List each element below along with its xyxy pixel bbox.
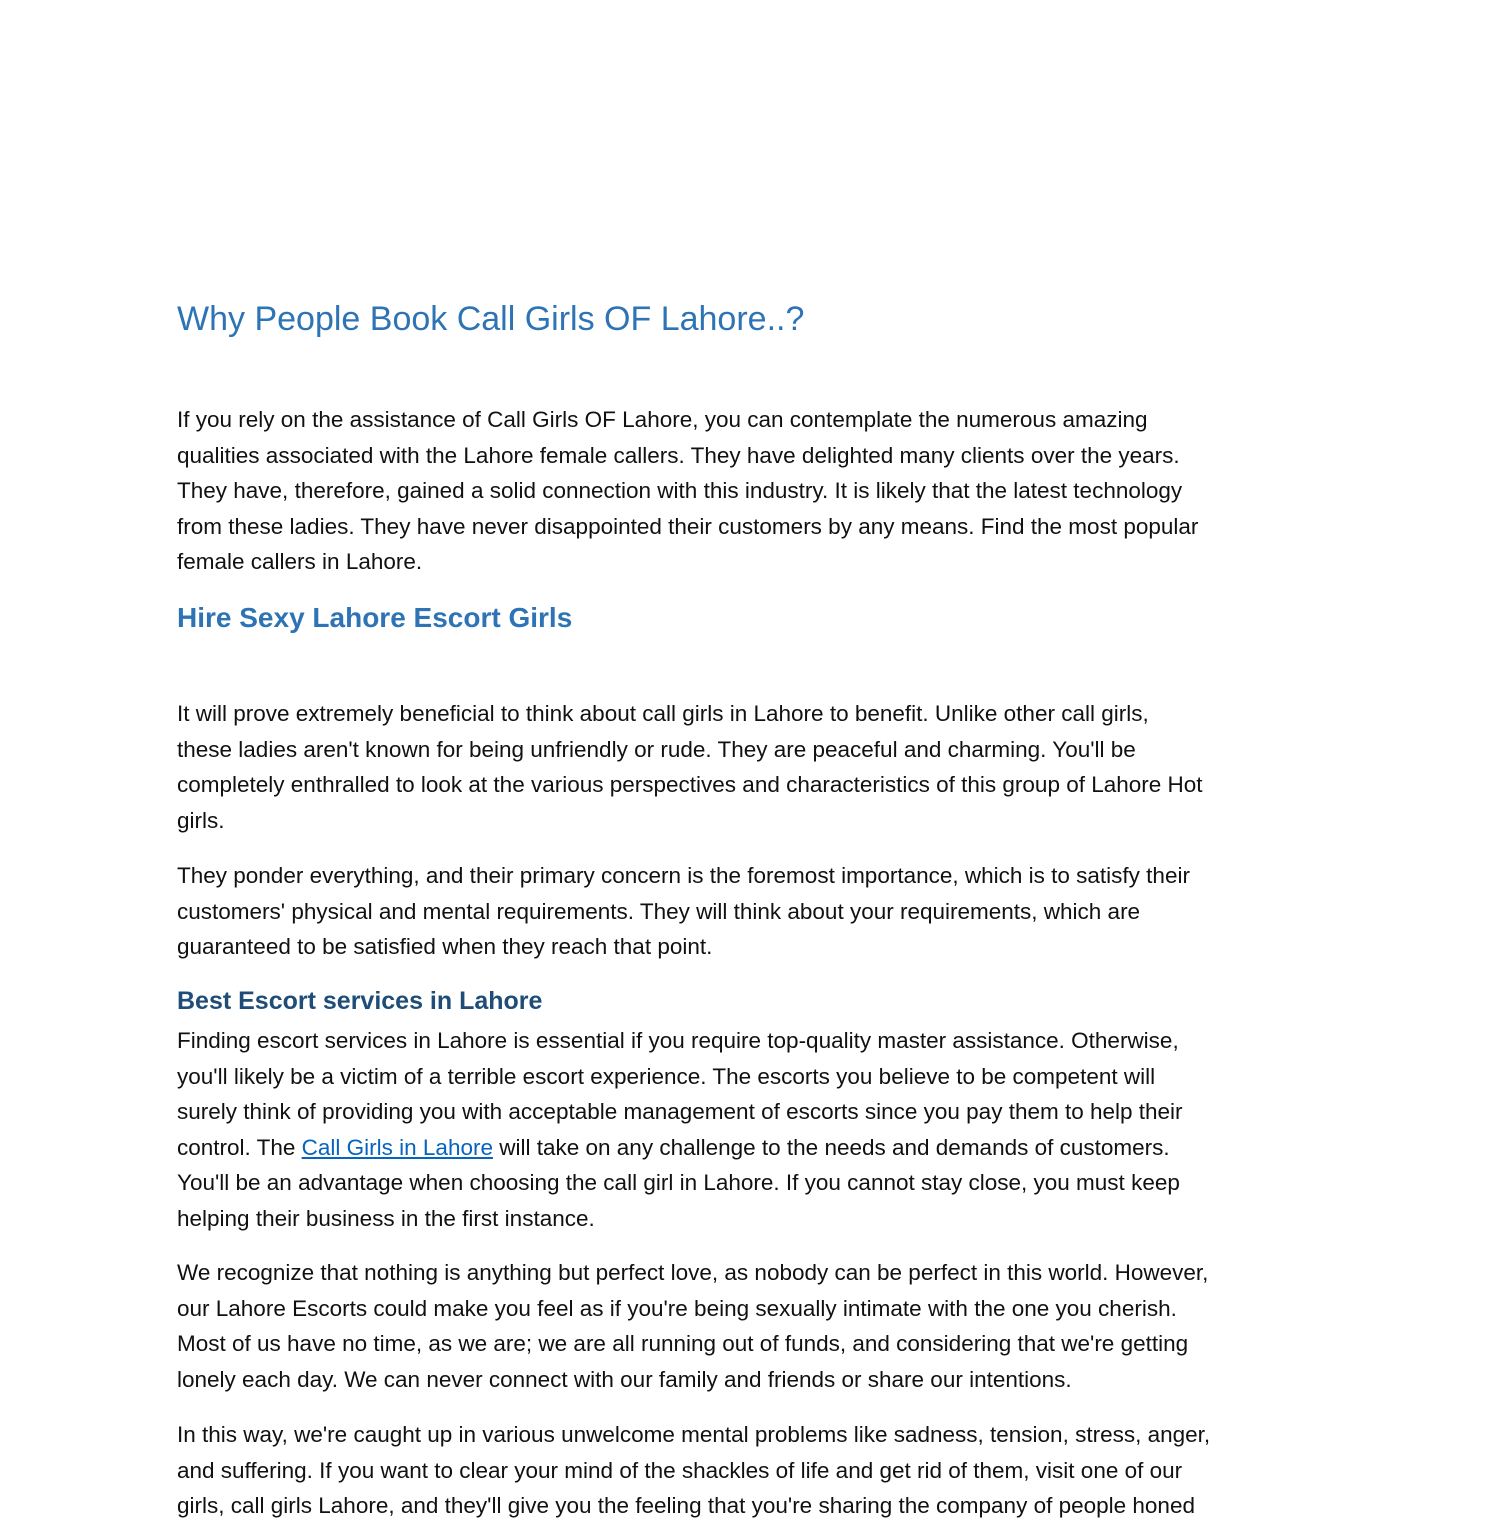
text-line: qualities associated with the Lahore female callers. They have delighted many clients over the years. xyxy=(177,442,1180,468)
text-line: guaranteed to be satisfied when they reach that point. xyxy=(177,934,713,959)
text-line: and suffering. If you want to clear your mind of the shackles of life and get rid of them, visit one of our xyxy=(177,1457,1183,1483)
text-line: We recognize that nothing is anything but perfect love, as nobody can be perfect in this world. However, xyxy=(177,1260,1209,1285)
text-line: They have, therefore, gained a solid connection with this industry. It is likely that the latest technology xyxy=(177,478,1183,503)
paragraph-love xyxy=(177,1255,1337,1397)
text-line: from these ladies. They have never disappointed their customers by any means. Find the most popular xyxy=(177,513,1199,539)
text-line: They ponder everything, and their primary concern is the foremost importance, which is to satisfy their xyxy=(177,863,1190,888)
text-line: these ladies aren't known for being unfriendly or rude. They are peaceful and charming. You'll be xyxy=(177,736,1136,762)
text-line: girls, call girls Lahore, and they'll give you the feeling that you're sharing the company of people honed xyxy=(177,1493,1195,1518)
paragraph-ponder xyxy=(177,858,1337,965)
text-line: surely think of providing you with acceptable management of escorts since you pay them to help their xyxy=(177,1099,1183,1124)
paragraph-benefit xyxy=(177,696,1337,838)
text-line: our Lahore Escorts could make you feel as if you're being sexually intimate with the one you cherish. xyxy=(177,1295,1177,1321)
call-girls-link[interactable]: Call Girls in Lahore xyxy=(301,1134,493,1160)
paragraph-problems xyxy=(177,1417,1337,1524)
section-heading-hire: Hire Sexy Lahore Escort Girls xyxy=(177,602,573,633)
text-line: It will prove extremely beneficial to think about call girls in Lahore to benefit. Unlike other call girls, xyxy=(177,701,1149,726)
paragraph-services xyxy=(177,1023,1337,1236)
text-line: completely enthralled to look at the various perspectives and characteristics of this group of Lahore Hot xyxy=(177,772,1203,797)
text-line: In this way, we're caught up in various unwelcome mental problems like sadness, tension, stress, anger, xyxy=(177,1422,1211,1447)
text-line: female callers in Lahore. xyxy=(177,549,423,574)
text-line: helping their business in the first instance. xyxy=(177,1205,595,1231)
text-segment: control. The xyxy=(177,1134,302,1160)
text-line: Finding escort services in Lahore is essential if you require top-quality master assistance. Otherwise, xyxy=(177,1028,1179,1053)
page-title: Why People Book Call Girls OF Lahore..? xyxy=(177,300,805,338)
text-line: you'll likely be a victim of a terrible escort experience. The escorts you believe to be competent will xyxy=(177,1063,1156,1089)
paragraph-intro xyxy=(177,402,1337,580)
text-line: Most of us have no time, as we are; we are all running out of funds, and considering that we're getting xyxy=(177,1331,1189,1356)
text-segment: will take on any challenge to the needs and demands of customers. xyxy=(492,1134,1170,1160)
text-line: You'll be an advantage when choosing the call girl in Lahore. If you cannot stay close, you must keep xyxy=(177,1170,1180,1195)
text-line: lonely each day. We can never connect with our family and friends or share our intentions. xyxy=(177,1366,1072,1392)
text-line xyxy=(177,1130,1337,1166)
section-heading-best-services: Best Escort services in Lahore xyxy=(177,987,543,1015)
text-line: customers' physical and mental requirements. They will think about your requirements, which are xyxy=(177,898,1141,924)
text-line: If you rely on the assistance of Call Girls OF Lahore, you can contemplate the numerous amazing xyxy=(177,407,1148,432)
text-line: girls. xyxy=(177,807,225,833)
